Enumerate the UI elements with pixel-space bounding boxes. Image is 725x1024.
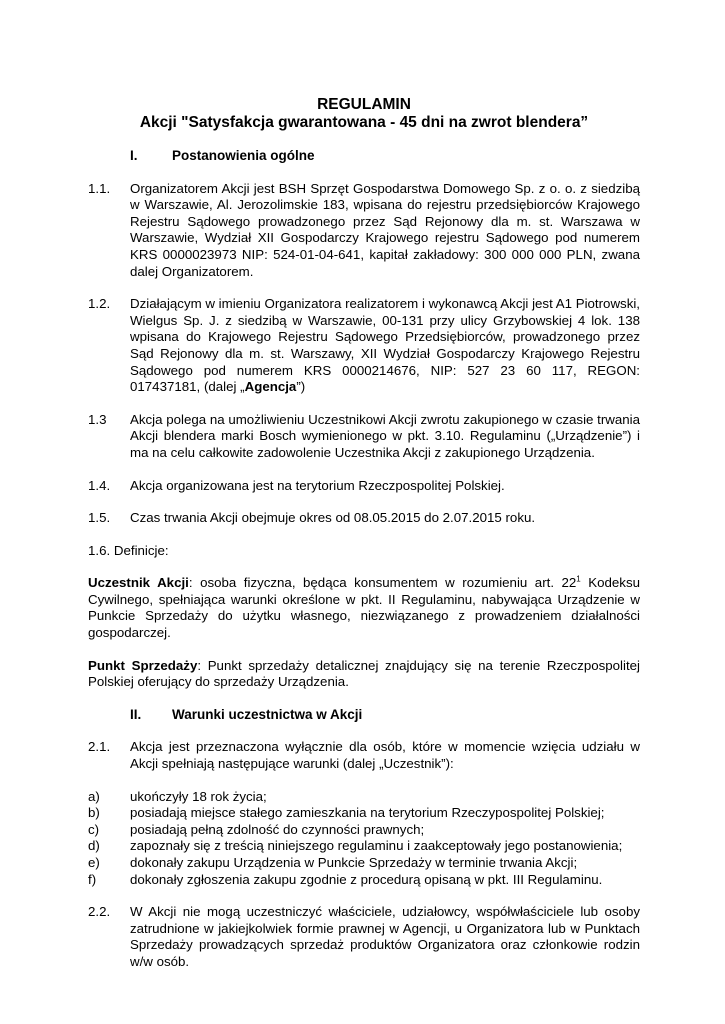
list-item-text: zapoznały się z treścią niniejszego regulaminu i zaakceptowały jego postanowienia; <box>130 838 623 854</box>
list-item <box>88 822 640 839</box>
list-marker: b) <box>88 805 100 821</box>
list-item-text: ukończyły 18 rok życia; <box>130 788 267 804</box>
definition-term: Uczestnik Akcji <box>88 575 189 591</box>
definition-uczestnik <box>88 575 640 641</box>
superscript: 1 <box>576 574 581 584</box>
definition-term: Punkt Sprzedaży <box>88 657 198 673</box>
paragraph-number: 1.2. <box>88 296 111 312</box>
paragraph-text: Akcja organizowana jest na terytorium Rzeczpospolitej Polskiej. <box>130 477 505 493</box>
conditions-list <box>88 789 640 889</box>
section-1-heading <box>88 148 640 165</box>
list-marker: e) <box>88 855 100 870</box>
paragraph-text: Akcja polega na umożliwieniu Uczestnikowi Akcji zwrotu zakupionego w czasie trwania Akcji blendera marki Bosch wymienionego w pkt. 3.10. Regulaminu („Urządzenie”) i ma na celu całkowite zadowolenie Uczestnika Akcji z zakupionego Urządzenia. <box>130 411 640 460</box>
text-part: ”) <box>296 379 306 395</box>
paragraph-1-6: 1.6. Definicje: <box>88 542 169 558</box>
paragraph-number: 2.2. <box>88 904 111 920</box>
title-line-2: Akcji "Satysfakcja gwarantowana - 45 dni na zwrot blendera” <box>139 114 589 131</box>
list-marker: f) <box>88 871 97 887</box>
paragraph-1-1 <box>88 181 640 281</box>
list-item <box>88 805 640 822</box>
paragraph-number: 2.1. <box>88 739 111 755</box>
paragraph-text: Akcja jest przeznaczona wyłącznie dla osób, które w momencie wzięcia udziału w Akcji spełniają następujące warunki (dalej „Uczestnik”): <box>130 739 640 772</box>
paragraph-number: 1.1. <box>88 180 111 196</box>
paragraph-text: W Akcji nie mogą uczestniczyć właściciele, udziałowcy, współwłaściciele lub osoby zatrudnione w jakiejkolwiek formie prawnej w Agencji, u Organizatora lub w Punktach Sprzedaży prowadzących sprzedaż produktów Organizatora oraz członkowie rodzin w/w osób. <box>130 904 640 969</box>
paragraph-1-5 <box>88 510 640 527</box>
section-2-title: Warunki uczestnictwa w Akcji <box>172 706 363 722</box>
paragraph-text: Czas trwania Akcji obejmuje okres od 08.05.2015 do 2.07.2015 roku. <box>130 510 536 526</box>
section-1-number: I. <box>130 148 138 163</box>
paragraph-2-1 <box>88 739 640 772</box>
list-marker: a) <box>88 788 100 804</box>
list-marker: d) <box>88 838 100 854</box>
list-item-text: posiadają pełną zdolność do czynności prawnych; <box>130 821 425 837</box>
bold-term-agencja: Agencja <box>244 379 297 395</box>
definition-punkt-sprzedazy <box>88 658 640 691</box>
section-2-heading <box>88 707 640 724</box>
text-part: Działającym w imieniu Organizatora realizatorem i wykonawcą Akcji jest A1 Piotrowski, Wielgus Sp. J. z siedzibą w Warszawie, 00-131 przy ulicy Grzybowskiej 4 lok. 138 wpisana do Krajowego Rejestru Sądowego Przedsiębiorców, prowadzonego przez Sąd Rejonowy dla m. st. Warszawy, XII Wydział Gospodarczy Krajowego Rejestru Sądowego pod numerem KRS 0000214676, NIP: 527 23 60 117, REGON: 017437181, (dalej „ <box>130 296 640 395</box>
list-item-text: posiadają miejsce stałego zamieszkania na terytorium Rzeczypospolitej Polskiej; <box>130 805 605 821</box>
paragraph-number: 1.5. <box>88 510 111 526</box>
list-item <box>88 872 640 889</box>
section-2-number: II. <box>130 706 142 722</box>
definition-text: Kodeksu Cywilnego, spełniająca warunki określone w pkt. II Regulaminu, nabywająca Urządzenie w Punkcie Sprzedaży do użytku własnego, niezwiązanego z prowadzeniem działalności gospodarczej. <box>88 575 640 641</box>
paragraph-number: 1.3 <box>88 411 107 427</box>
document-title <box>88 96 640 132</box>
list-item-text: dokonały zakupu Urządzenia w Punkcie Sprzedaży w terminie trwania Akcji; <box>130 855 578 870</box>
paragraph-text <box>130 296 640 396</box>
paragraph-1-4 <box>88 478 640 495</box>
paragraph-number: 1.4. <box>88 477 111 493</box>
paragraph-1-2 <box>88 296 640 396</box>
definition-text: : Punkt sprzedaży detalicznej znajdujący się na terenie Rzeczpospolitej Polskiej oferujący do sprzedaży Urządzenia. <box>88 657 640 690</box>
title-line-1: REGULAMIN <box>317 96 411 113</box>
list-item-text: dokonały zgłoszenia zakupu zgodnie z procedurą opisaną w pkt. III Regulaminu. <box>130 871 603 887</box>
list-marker: c) <box>88 821 100 837</box>
list-item <box>88 838 640 855</box>
paragraph-2-2 <box>88 904 640 970</box>
paragraph-1-3 <box>88 412 640 462</box>
paragraph-text: Organizatorem Akcji jest BSH Sprzęt Gospodarstwa Domowego Sp. z o. o. z siedzibą w Warszawie, Al. Jerozolimskie 183, wpisana do rejestru przedsiębiorców Krajowego Rejestru Sądowego prowadzonego przez Sąd Rejonowy dla m. st. Warszawa w Warszawie, Wydział XII Gospodarczy Krajowego rejestru Sądowego pod numerem KRS 0000023973 NIP: 524-01-04-641, kapitał zakładowy: 300 000 000 PLN, zwana dalej Organizatorem. <box>130 180 640 279</box>
list-item <box>88 855 640 872</box>
list-item <box>88 789 640 806</box>
document-page <box>88 96 640 971</box>
definition-text: : osoba fizyczna, będąca konsumentem w rozumieniu art. 22 <box>188 575 577 591</box>
section-1-title: Postanowienia ogólne <box>172 148 315 163</box>
